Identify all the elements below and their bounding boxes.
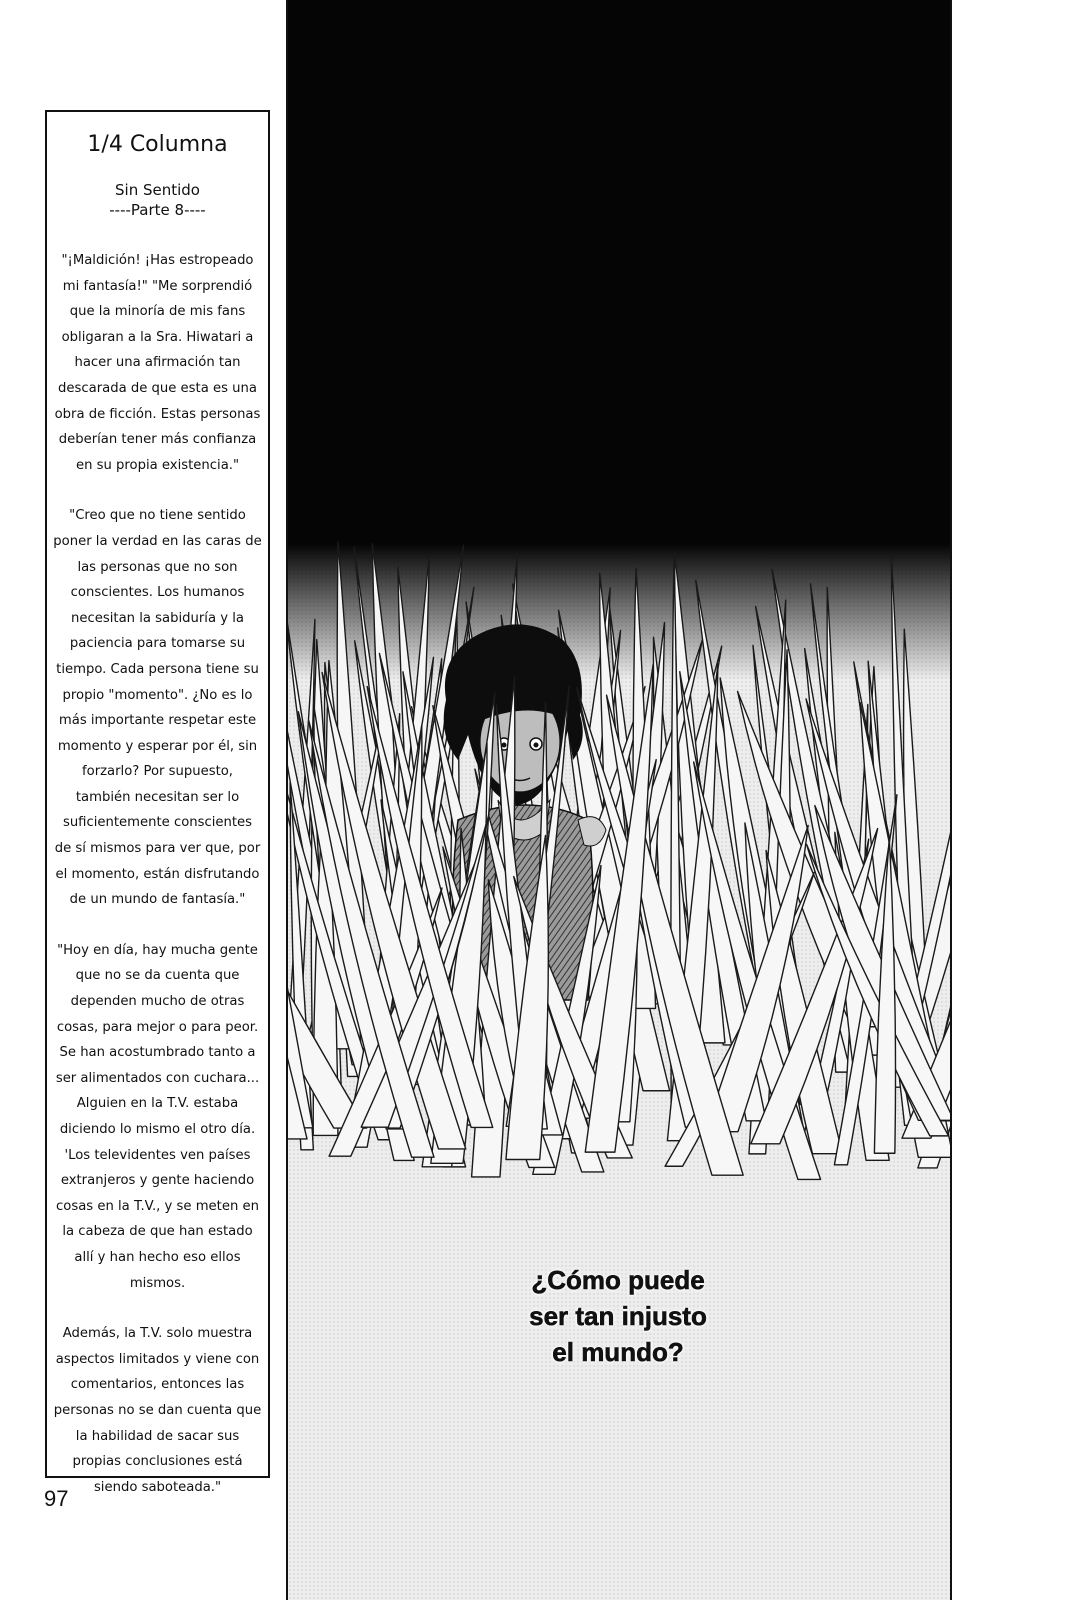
- column-paragraph: "Hoy en día, hay mucha gente que no se da cuenta que dependen mucho de otras cosas, para mejor o para peor. Se han acostumbrado tanto a ser alimentados con cuchara... Alguien en la T.V. estaba diciendo lo mismo el otro día. 'Los televidentes ven países extranjeros y gente haciendo cosas en la T.V., y se meten en la cabeza de que han estado allí y han hecho eso ellos mismos.: [55, 942, 260, 1291]
- caption-line: el mundo?: [552, 1337, 684, 1367]
- caption-line: ¿Cómo puede: [531, 1265, 705, 1295]
- page-number: 97: [44, 1486, 69, 1511]
- column-subtitle-block: [47, 180, 268, 220]
- column-subtitle: Sin Sentido: [115, 181, 200, 199]
- manga-panel: [286, 0, 952, 1600]
- quarter-column-box: [45, 110, 270, 1495]
- column-title: 1/4 Columna: [87, 132, 228, 157]
- column-body: [53, 248, 262, 1525]
- night-sky: [288, 0, 950, 680]
- column-paragraph: "Creo que no tiene sentido poner la verdad en las caras de las personas que no son conscientes. Los humanos necesitan la sabiduría y la paciencia para tomarse su tiempo. Cada persona tiene su propio "momento". ¿No es lo más importante respetar este momento y esperar por él, sin forzarlo? Por supuesto, también necesitan ser lo suficientemente conscientes de sí mismos para ver que, por el momento, están disfrutando de un mundo de fantasía.": [53, 508, 262, 908]
- caption-line: ser tan injusto: [529, 1301, 707, 1331]
- column-paragraph: Además, la T.V. solo muestra aspectos limitados y viene con comentarios, entonces las personas no se dan cuenta que la habilidad de sacar sus propias conclusiones está siendo saboteada.": [53, 1326, 262, 1495]
- column-paragraph: "¡Maldición! ¡Has estropeado mi fantasía!" "Me sorprendió que la minoría de mis fans obligaran a la Sra. Hiwatari a hacer una afirmación tan descarada de que esta es una obra de ficción. Estas personas deberían tener más confianza en su propia existencia.": [54, 253, 261, 473]
- panel-caption: [498, 1262, 738, 1370]
- column-part-label: ----Parte 8----: [109, 201, 206, 219]
